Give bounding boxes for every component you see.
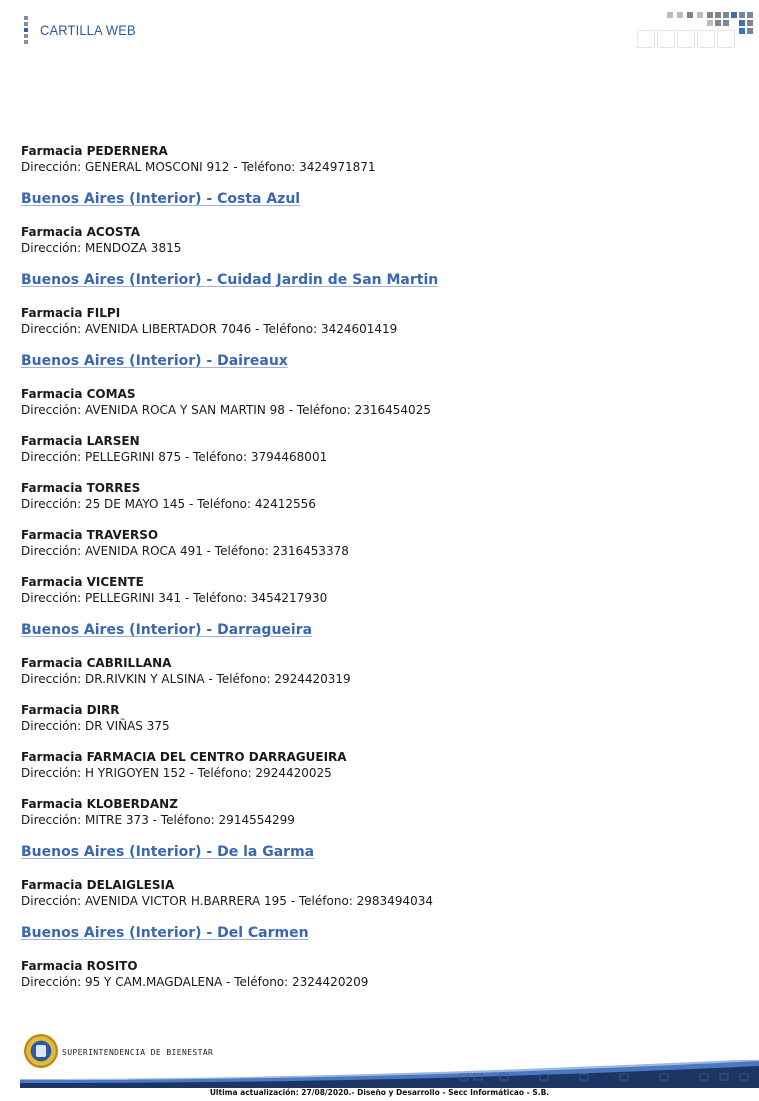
list-item: [21, 480, 741, 513]
page-header: [0, 0, 759, 60]
pharmacy-address: Dirección: DR.RIVKIN Y ALSINA - Teléfono: 2924420319: [21, 672, 351, 686]
pharmacy-name: Farmacia KLOBERDANZ: [21, 797, 178, 811]
list-item: [21, 574, 741, 607]
pharmacy-address: Dirección: MENDOZA 3815: [21, 241, 182, 255]
list-item: [21, 305, 741, 338]
pharmacy-listing: [21, 143, 741, 1005]
section-heading-del-carmen[interactable]: Buenos Aires (Interior) - Del Carmen: [21, 925, 309, 941]
organization-name: SUPERINTENDENCIA DE BIENESTAR: [62, 1048, 214, 1057]
pharmacy-name: Farmacia PEDERNERA: [21, 144, 168, 158]
pharmacy-address: Dirección: AVENIDA ROCA 491 - Teléfono: 2316453378: [21, 544, 349, 558]
list-item: [21, 702, 741, 735]
pharmacy-address: Dirección: AVENIDA LIBERTADOR 7046 - Teléfono: 3424601419: [21, 322, 398, 336]
pharmacy-address: Dirección: 95 Y CAM.MAGDALENA - Teléfono: 2324420209: [21, 975, 369, 989]
pharmacy-name: Farmacia FARMACIA DEL CENTRO DARRAGUEIRA: [21, 750, 347, 764]
pharmacy-address: Dirección: PELLEGRINI 341 - Teléfono: 3454217930: [21, 591, 328, 605]
pharmacy-name: Farmacia VICENTE: [21, 575, 144, 589]
pharmacy-address: Dirección: H YRIGOYEN 152 - Teléfono: 2924420025: [21, 766, 332, 780]
pharmacy-name: Farmacia TRAVERSO: [21, 528, 159, 542]
pharmacy-address: Dirección: 25 DE MAYO 145 - Teléfono: 42412556: [21, 497, 316, 511]
pharmacy-address: Dirección: AVENIDA VICTOR H.BARRERA 195 - Teléfono: 2983494034: [21, 894, 433, 908]
list-item: [21, 749, 741, 782]
list-item: [21, 527, 741, 560]
pharmacy-address: Dirección: AVENIDA ROCA Y SAN MARTIN 98 - Teléfono: 2316454025: [21, 403, 431, 417]
pharmacy-name: Farmacia DIRR: [21, 703, 120, 717]
pharmacy-name: Farmacia DELAIGLESIA: [21, 878, 175, 892]
list-item: [21, 796, 741, 829]
pharmacy-name: Farmacia ACOSTA: [21, 225, 141, 239]
pharmacy-name: Farmacia COMAS: [21, 387, 136, 401]
footer-wave-band-icon: [20, 1060, 759, 1088]
pharmacy-name: Farmacia ROSITO: [21, 959, 138, 973]
section-heading-ciudad-jardin[interactable]: Buenos Aires (Interior) - Cuidad Jardin de San Martin: [21, 272, 439, 288]
pharmacy-name: Farmacia FILPI: [21, 306, 121, 320]
section-heading-daireaux[interactable]: Buenos Aires (Interior) - Daireaux: [21, 353, 288, 369]
list-item: [21, 877, 741, 910]
section-heading-darragueira[interactable]: Buenos Aires (Interior) - Darragueira: [21, 622, 313, 638]
header-accent-bar-icon: [24, 16, 28, 46]
header-pixel-grid-icon: [637, 12, 755, 48]
list-item: [21, 143, 741, 176]
pharmacy-name: Farmacia LARSEN: [21, 434, 140, 448]
list-item: [21, 433, 741, 466]
page-footer: [0, 1026, 759, 1101]
pharmacy-address: Dirección: DR VIÑAS 375: [21, 719, 170, 733]
pharmacy-name: Farmacia TORRES: [21, 481, 141, 495]
pharmacy-address: Dirección: GENERAL MOSCONI 912 - Teléfono: 3424971871: [21, 160, 376, 174]
pharmacy-address: Dirección: MITRE 373 - Teléfono: 2914554299: [21, 813, 295, 827]
section-heading-de-la-garma[interactable]: Buenos Aires (Interior) - De la Garma: [21, 844, 315, 860]
section-heading-costa-azul[interactable]: Buenos Aires (Interior) - Costa Azul: [21, 191, 301, 207]
update-note: Ultima actualización: 27/08/2020.- Diseño y Desarrollo - Secc Informáticao - S.B.: [209, 1088, 550, 1097]
list-item: [21, 958, 741, 991]
list-item: [21, 386, 741, 419]
app-title: CARTILLA WEB: [40, 22, 136, 38]
pharmacy-name: Farmacia CABRILLANA: [21, 656, 172, 670]
list-item: [21, 655, 741, 688]
pharmacy-address: Dirección: PELLEGRINI 875 - Teléfono: 3794468001: [21, 450, 328, 464]
list-item: [21, 224, 741, 257]
